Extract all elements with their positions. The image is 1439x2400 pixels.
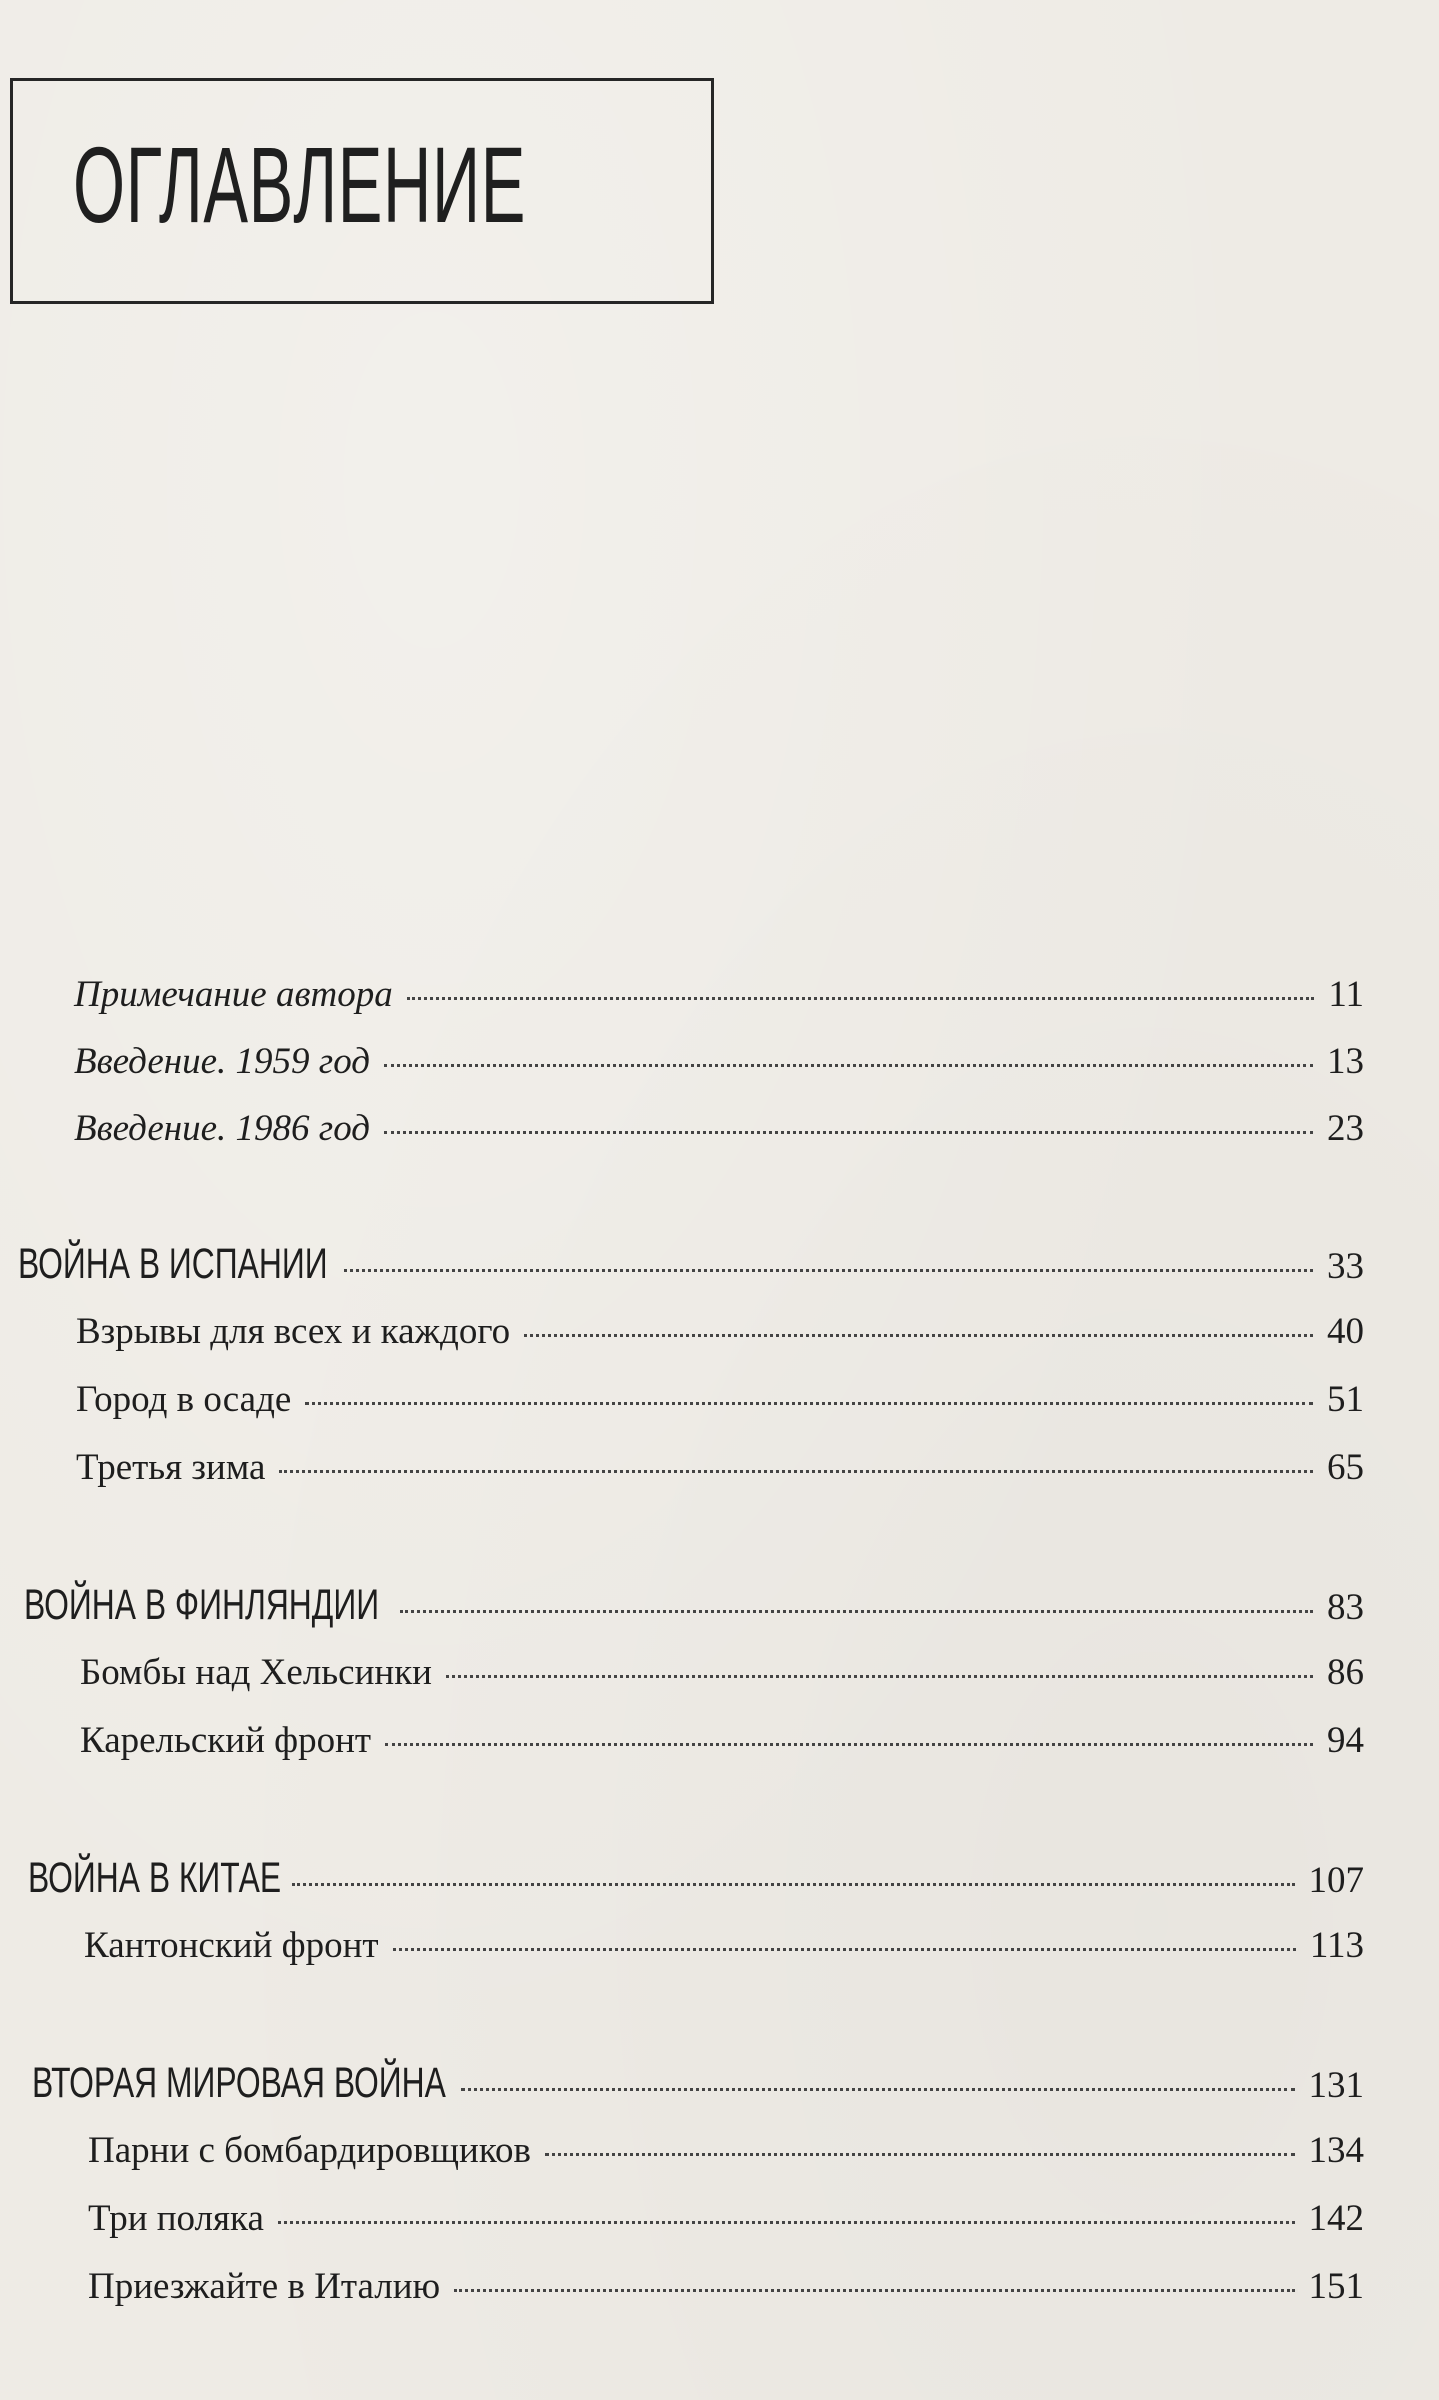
dot-leader — [385, 1743, 1313, 1746]
toc-entry-title: Кантонский фронт — [84, 1925, 379, 1966]
toc-section-title: ВОЙНА В ФИНЛЯНДИИ — [24, 1581, 380, 1629]
dot-leader — [461, 2088, 1294, 2091]
toc-entry-page: 142 — [1308, 2198, 1364, 2239]
dot-leader — [279, 1470, 1313, 1473]
toc-entry-page: 11 — [1328, 974, 1364, 1015]
toc-entry — [80, 1645, 1364, 1701]
toc-section-title: ВТОРАЯ МИРОВАЯ ВОЙНА — [32, 2059, 446, 2107]
toc-entry-title: Введение. 1959 год — [74, 1041, 370, 1082]
dot-leader — [305, 1402, 1313, 1405]
toc-entry-title: Приезжайте в Италию — [88, 2266, 441, 2307]
toc-section-title: ВОЙНА В КИТАЕ — [28, 1854, 282, 1902]
heading-frame — [10, 78, 714, 304]
toc-entry — [80, 1713, 1364, 1769]
page-title: ОГЛАВЛЕНИЕ — [73, 124, 527, 245]
toc-entry-page: 40 — [1327, 1311, 1364, 1352]
toc-entry — [88, 2259, 1364, 2315]
toc-section — [24, 1577, 1364, 1633]
toc-section — [28, 1850, 1364, 1906]
toc-entry-page: 131 — [1308, 2065, 1364, 2106]
toc-entry-title: Бомбы над Хельсинки — [80, 1652, 432, 1693]
dot-leader — [393, 1948, 1296, 1951]
dot-leader — [384, 1131, 1313, 1134]
toc-entry-title: Примечание автора — [74, 974, 393, 1015]
toc-entry-page: 86 — [1327, 1652, 1364, 1693]
toc-entry — [88, 2123, 1364, 2179]
dot-leader — [446, 1675, 1313, 1678]
toc-entry-page: 65 — [1327, 1447, 1364, 1488]
toc-entry — [74, 1034, 1364, 1090]
toc-entry-page: 51 — [1327, 1379, 1364, 1420]
toc-entry-title: Карельский фронт — [80, 1720, 372, 1761]
dot-leader — [344, 1269, 1313, 1272]
dot-leader — [400, 1610, 1313, 1613]
toc-entry-title: Третья зима — [76, 1447, 266, 1488]
dot-leader — [407, 997, 1315, 1000]
dot-leader — [454, 2289, 1294, 2292]
toc-entry — [84, 1918, 1364, 1974]
toc-entry — [74, 1101, 1364, 1157]
dot-leader — [384, 1064, 1313, 1067]
toc-entry-page: 151 — [1308, 2266, 1364, 2307]
toc-entry — [88, 2191, 1364, 2247]
toc-entry-page: 134 — [1308, 2130, 1364, 2171]
toc-entry — [76, 1304, 1364, 1360]
toc-entry — [74, 967, 1364, 1023]
toc-section — [18, 1236, 1364, 1292]
toc-entry-page: 33 — [1327, 1246, 1364, 1287]
toc-entry-title: Город в осаде — [76, 1379, 292, 1420]
toc-entry-title: Парни с бомбардировщиков — [88, 2130, 531, 2171]
toc-entry-title: Взрывы для всех и каждого — [76, 1311, 511, 1352]
toc-entry-title: Три поляка — [88, 2198, 264, 2239]
toc-entry-title: Введение. 1986 год — [74, 1108, 370, 1149]
toc-entry-page: 23 — [1327, 1108, 1364, 1149]
toc-section-title: ВОЙНА В ИСПАНИИ — [18, 1240, 328, 1288]
toc-entry — [76, 1440, 1364, 1496]
toc-entry-page: 83 — [1327, 1587, 1364, 1628]
toc-entry-page: 13 — [1327, 1041, 1364, 1082]
dot-leader — [524, 1334, 1313, 1337]
dot-leader — [292, 1883, 1294, 1886]
dot-leader — [278, 2221, 1295, 2224]
toc-entry-page: 113 — [1309, 1925, 1364, 1966]
toc-entry-page: 94 — [1327, 1720, 1364, 1761]
toc-entry — [76, 1372, 1364, 1428]
dot-leader — [545, 2153, 1295, 2156]
toc-section — [32, 2055, 1364, 2111]
toc-entry-page: 107 — [1308, 1860, 1364, 1901]
